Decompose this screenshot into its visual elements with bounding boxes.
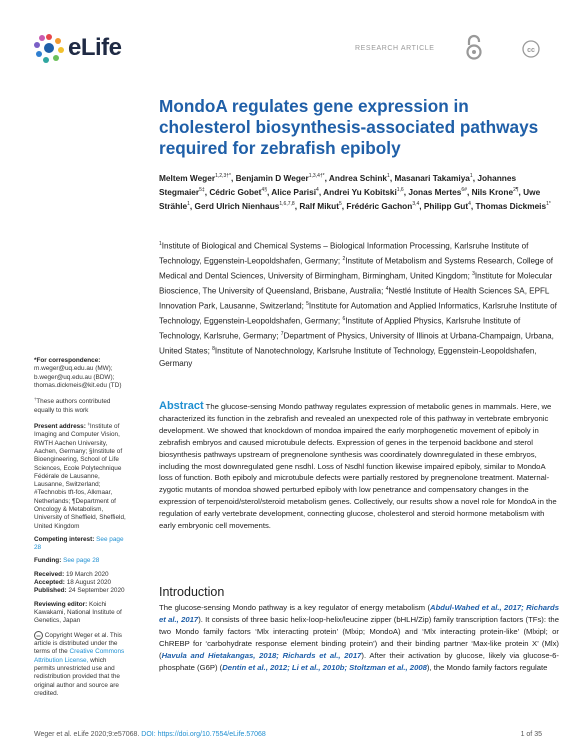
copyright-text-end: which permits unrestricted use and redistribution provided that the original author and source are credited. xyxy=(34,656,120,697)
present-address-label: Present address: xyxy=(34,423,86,431)
citation-link[interactable]: Dentin et al., 2012; Li et al., 2010b; Stoltzman et al., 2008 xyxy=(222,662,427,672)
author-affiliation-marker: 4§ xyxy=(261,186,267,193)
correspondence-label: *For correspondence: xyxy=(34,357,101,364)
author-name: Alice Parisi$^4$ xyxy=(271,186,319,197)
author-name: Jonas Mertes$^{6\#}$ xyxy=(408,186,467,197)
affiliation-text: Institute of Metabolism and Systems Research, College of Medical and Dental Sciences, University of Birmingham, Birmingham, United Kingdom; xyxy=(159,256,554,281)
double-dagger-mark: ‡ xyxy=(87,420,90,426)
svg-text:cc: cc xyxy=(527,46,535,54)
author-name: Andrei Yu Kobitski$^{1,6}$ xyxy=(323,186,404,197)
author-affiliation-marker: 6# xyxy=(461,186,467,193)
author-affiliation-marker: 1 xyxy=(469,173,473,179)
author-name: Andrea Schink$^1$ xyxy=(328,172,390,183)
affiliation-text: Institute for Automation and Applied Informatics, Karlsruhe Institute of Technology, Eggenstein-Leopoldshafen, Germany; xyxy=(159,301,557,326)
copyright-cc-icon: cc xyxy=(34,631,43,640)
correspondence-email[interactable]: b.weger@uq.edu.au (BDW); xyxy=(34,373,115,381)
introduction-segment: ). After their activation by glucose, likely via glucose-6-phosphate (G6P) ( xyxy=(159,650,559,672)
author-name: Johannes Stegmaier$^{5\ddagger}$ xyxy=(159,172,517,197)
citation-link[interactable]: Abdul-Wahed et al., 2017; Richards et al., 2017 xyxy=(159,603,559,624)
abstract-text: The glucose-sensing Mondo pathway regulates expression of metabolic genes in mammals. Here, we characterized its function in the zebrafish and revealed an unexpected role of this pathway in vertebrate embryonic development. We showed that knockdown of mondoa impaired the early morphogenetic movement of epiboly in zebrafish embryos and caused microtubule defects. Expression of genes in the terpenoid backbone and sterol biosynthesis pathways upstream of pregnenolone synthesis was coordinately downregulated in these embryos, including the most downregulated gene nsdhl. Loss of Nsdhl function likewise impaired epiboly, similar to MondoA loss of function. Both epiboly and microtubule defects were partially restored by pregnenolone treatment. Maternal-zygotic mutants of mondoa showed perturbed epiboly with low penetrance and compensatory changes in the expression of terpenoid/sterol/steroid metabolism genes. Collectively, our results show a novel role for MondoA in the regulation of early vertebrate development, connecting glucose, cholesterol and steroid hormone metabolism with early embryonic cell movements. xyxy=(159,402,557,531)
published-date: 24 September 2020 xyxy=(68,587,125,595)
author-name: Gerd Ulrich Nienhaus$^{1,6,7,8}$ xyxy=(194,200,295,211)
author-name: Nils Krone$^{2\P}$ xyxy=(471,186,519,197)
dagger-mark: † xyxy=(34,396,37,402)
article-sidebar xyxy=(34,357,128,703)
author-name: Benjamin D Weger$^{1,3,4\dagger*}$ xyxy=(235,172,325,183)
author-name: Uwe Strähle$^1$ xyxy=(159,186,541,211)
author-name: Frédéric Gachon$^{3,4}$ xyxy=(346,200,420,211)
author-affiliation-marker: 5 xyxy=(338,200,342,207)
reviewing-editor-block xyxy=(34,601,128,626)
copyright-text: Copyright Weger et al. This article is distributed under the terms of the xyxy=(34,631,122,656)
present-address-block xyxy=(34,420,128,531)
author-affiliation-marker: 1,6,7,8 xyxy=(279,200,295,207)
footer-doi-link[interactable]: DOI: https://doi.org/10.7554/eLife.57068 xyxy=(141,731,266,738)
author-name: Thomas Dickmeis$^{1*}$ xyxy=(475,200,551,211)
author-affiliation-marker: 4 xyxy=(316,186,319,193)
author-affiliation-marker: 4 xyxy=(468,200,471,207)
affiliation-marker: 5 xyxy=(306,300,309,307)
published-label: Published: xyxy=(34,587,67,595)
author-affiliation-marker: 5‡ xyxy=(199,186,205,193)
author-affiliation-marker: 3,4 xyxy=(412,200,420,207)
dates-block xyxy=(34,571,128,596)
elife-logo-mark-icon xyxy=(34,33,64,63)
competing-interest-label: Competing interest: xyxy=(34,535,95,543)
funding-link[interactable]: See page 28 xyxy=(63,557,100,565)
accepted-date: 18 August 2020 xyxy=(66,579,112,587)
author-affiliation-marker: 1 xyxy=(187,200,190,207)
creative-commons-icon[interactable] xyxy=(522,40,540,58)
page-footer xyxy=(34,731,542,738)
author-list: Meltem Weger$^{1,2,3\dagger*}$, Benjamin D Weger$^{1,3,4\dagger*}$, Andrea Schink$^1$, Masanari Takamiya$^1$, Johannes Stegmaier$^{5\ddagger}$, Cédric Gobet$^{4\S}$, Alice Parisi$^4$, Andrei Yu Kobitski$^{1,6}$, Jonas Mertes$^{6\#}$, Nils Krone$^{2\P}$, Uwe Strähle$^1$, Gerd Ulrich Nienhaus$^{1,6,7,8}$, Ralf Mikut$^5$, Frédéric Gachon$^{3,4}$, Philipp Gut$^4$, Thomas Dickmeis$^{1*}$ xyxy=(159,172,551,211)
funding-block xyxy=(34,557,128,565)
received-label: Received: xyxy=(34,570,65,578)
author-affiliation-marker: 1,3,4†* xyxy=(308,173,325,179)
author-name: Ralf Mikut$^5$ xyxy=(299,200,342,211)
author-affiliation-marker: 1 xyxy=(387,173,390,179)
affiliation-marker: 6 xyxy=(342,315,346,322)
elife-logo[interactable] xyxy=(34,30,144,66)
affiliation-text: Institute for Molecular Bioscience, The University of Queensland, Brisbane, Australia; xyxy=(159,271,553,296)
affiliation-text: Institute of Biological and Chemical Systems – Biological Information Processing, Karlsruhe Institute of Technology, Eggenstein-Leopoldshafen, Germany; xyxy=(159,241,529,266)
received-date: 19 March 2020 xyxy=(65,570,109,578)
equal-contribution-text: These authors contributed equally to this work xyxy=(34,398,111,414)
present-address-text: Institute of Imaging and Computer Vision, RWTH Aachen University, Aachen, Germany; §Institute of Bioengineering, School of Life Sciences, Ecole Polytechnique Fédérale de Lausanne, Lausanne, Switzerland; #Technobis tft-fos, Alkmaar, Netherlands; ¶Department of Oncology & Metabolism, University of Sheffield, Sheffield, United Kingdom xyxy=(34,423,126,530)
author-affiliation-marker: 1,2,3†* xyxy=(215,173,231,179)
author-name: Philipp Gut$^4$ xyxy=(423,200,471,211)
introduction-heading: Introduction xyxy=(159,585,225,599)
footer-citation-text: Weger et al. eLife 2020;9:e57068. xyxy=(34,731,140,738)
introduction-text xyxy=(159,602,559,673)
correspondence-email[interactable]: thomas.dickmeis@kit.edu (TD) xyxy=(34,381,122,389)
affiliation-marker: 8 xyxy=(212,345,215,352)
reviewing-editor-value: Koichi Kawakami, National Institute of Genetics, Japan xyxy=(34,600,122,625)
affiliation-text: Department of Physics, University of Illinois at Urbana-Champaign, Urbana, United States; xyxy=(159,331,554,356)
author-affiliation-marker: 1* xyxy=(546,200,551,207)
copyright-block xyxy=(34,631,128,699)
affiliation-marker: 3 xyxy=(472,270,475,277)
logo-text: eLife xyxy=(68,34,122,61)
author-affiliation-marker: 1,6 xyxy=(396,186,404,193)
affiliation-list xyxy=(159,238,559,370)
funding-label: Funding: xyxy=(34,557,62,565)
footer-citation xyxy=(34,731,266,738)
author-affiliation-marker: 2¶ xyxy=(513,186,519,193)
footer-page-number: 1 of 35 xyxy=(520,731,542,738)
author-name: Masanari Takamiya$^1$ xyxy=(394,172,473,183)
abstract xyxy=(159,401,559,532)
citation-link[interactable]: Havula and Hietakangas, 2018; Richards et al., 2017 xyxy=(161,650,362,660)
introduction-segment: ). It consists of three basic helix-loop-helix/leucine zipper (bHLH/Zip) family transcription factors (TFs): the two Mondo family factors ‘Mlx interacting protein’ (Mlxip; MondoA) and ‘Mlx interacting protein-like’ (Mlxipl; or ChREBP for ‘carbohydrate response element binding protein’) and their binding partner ‘Max-like protein X’ (Mlx) ( xyxy=(159,614,559,660)
article-title: MondoA regulates gene expression in cholesterol biosynthesis-associated pathways required for zebrafish epiboly xyxy=(159,96,539,158)
affiliation-text: Institute of Applied Physics, Karlsruhe Institute of Technology, Karlsruhe, Germany; xyxy=(159,316,521,341)
author-name: Cédric Gobet$^{4\S}$ xyxy=(209,186,267,197)
competing-interest-link[interactable]: See page 28 xyxy=(34,535,124,552)
accepted-label: Accepted: xyxy=(34,579,65,587)
author-name: Meltem Weger$^{1,2,3\dagger*}$ xyxy=(159,172,231,183)
correspondence-email[interactable]: m.weger@uq.edu.au (MW); xyxy=(34,365,113,373)
correspondence-block xyxy=(34,357,128,390)
introduction-segment: ), the Mondo family factors regulate xyxy=(426,662,548,672)
affiliation-marker: 7 xyxy=(280,330,284,337)
introduction-segment: The glucose-sensing Mondo pathway is a key regulator of energy metabolism ( xyxy=(159,603,431,612)
open-access-lock-icon[interactable] xyxy=(465,34,483,60)
affiliation-marker: 1 xyxy=(159,241,162,247)
equal-contribution-note xyxy=(34,395,128,415)
affiliation-text: Nestlé Institute of Health Sciences SA, EPFL Innovation Park, Lausanne, Switzerland; xyxy=(159,286,550,311)
affiliation-text: Institute of Nanotechnology, Karlsruhe Institute of Technology, Eggenstein-Leopoldshafen, Germany xyxy=(159,346,537,368)
abstract-heading: Abstract xyxy=(159,400,204,412)
affiliation-marker: 2 xyxy=(342,255,346,262)
article-type-label: RESEARCH ARTICLE xyxy=(355,45,435,52)
cc-license-link[interactable]: Creative Commons Attribution License, xyxy=(34,648,125,664)
affiliation-marker: 4 xyxy=(385,285,389,292)
competing-interest-block xyxy=(34,536,128,553)
reviewing-editor-label: Reviewing editor: xyxy=(34,600,88,608)
